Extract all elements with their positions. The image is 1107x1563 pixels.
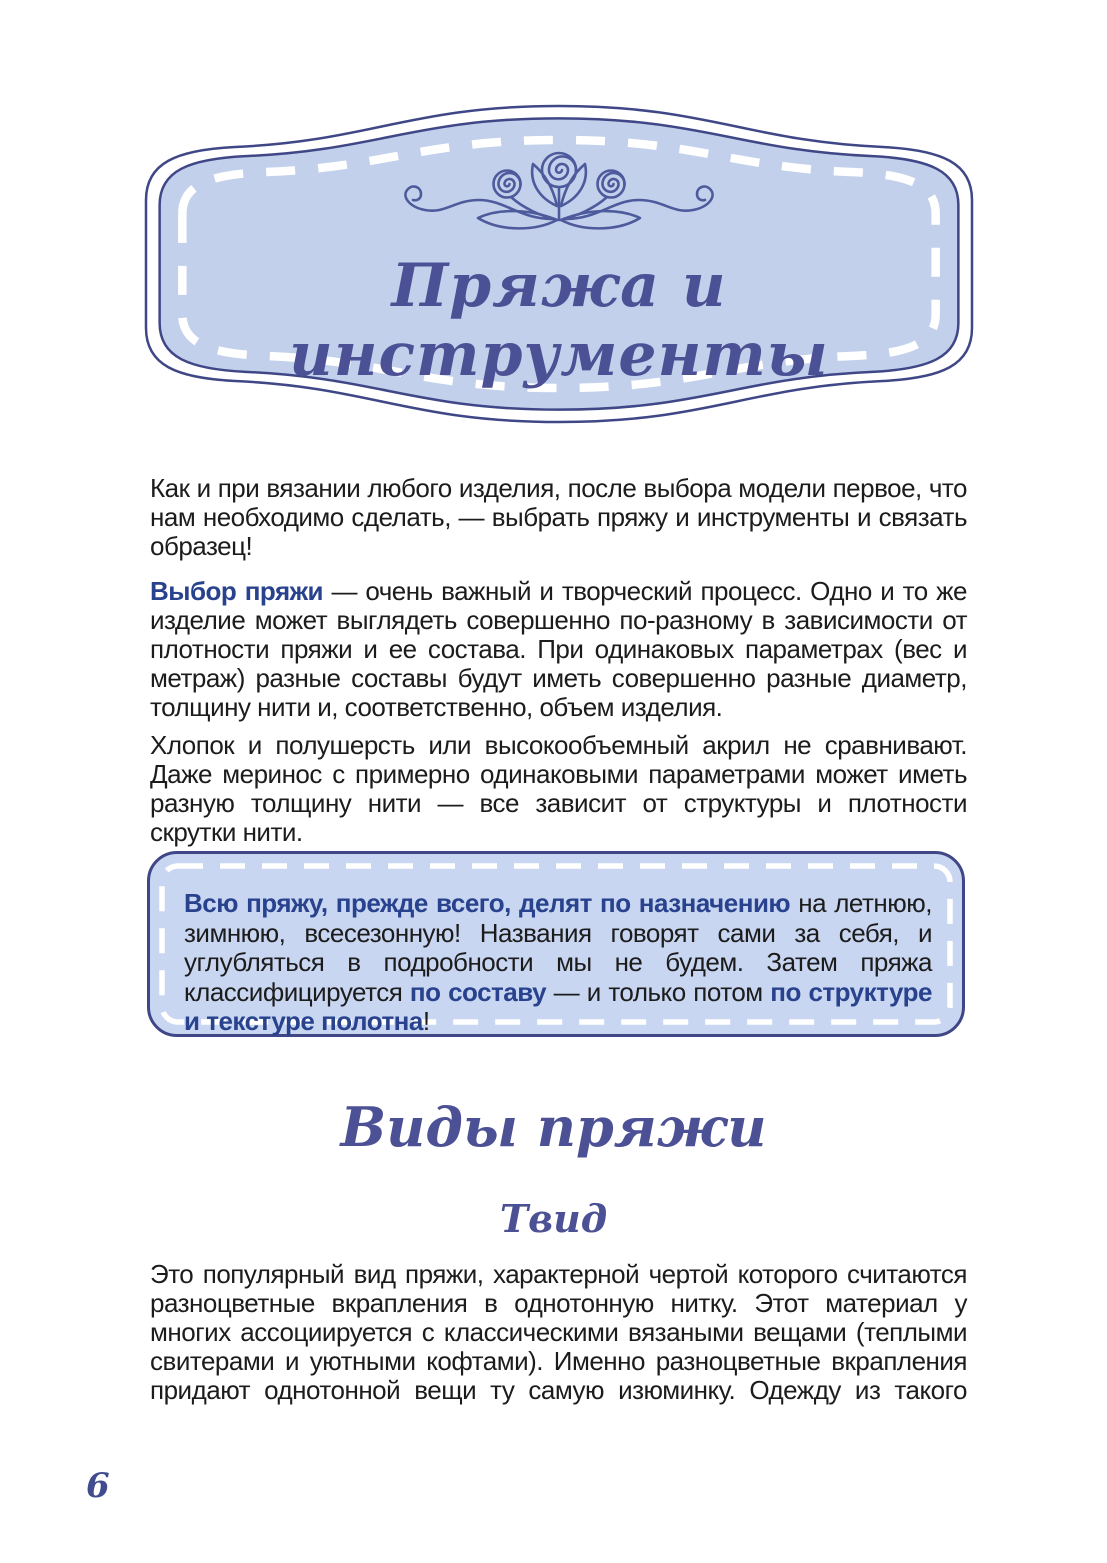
paragraph-yarn-choice [150,577,967,722]
paragraph-fiber-comparison: Хлопок и полушерсть или высокообъемный акрил не сравнивают. Даже меринос с примерно одинаковыми параметрами может иметь разную толщину нити — все зависит от структуры и плотности скрутки нити. [150,730,967,847]
section-heading-yarn-types: Виды пряжи [340,1095,767,1159]
paragraph-intro: Как и при вязании любого изделия, после выбора модели первое, что нам необходимо сделать, — выбрать пряжу и инструменты и связать образец! [150,473,967,561]
callout-text-run: — и только потом [546,976,771,1007]
callout-bold-structure: по структуре и текстуре полотна [184,976,932,1036]
callout-box [147,851,965,1037]
chapter-banner [141,102,977,426]
rose-flourish-ornament-icon [381,144,737,244]
callout-text-run: на летнюю, зимнюю, всесезонную! Названия говорят сами за себя, и углубляться в подробности мы не будем. Затем пряжа классифицируется [184,888,932,1007]
paragraph-tweed-description: Это популярный вид пряжи, характерной чертой которого считаются разноцветные вкрапления в однотонную нитку. Этот материал у многих ассоциируется с классическими вязаными вещами (теплыми свитерами и уютными кофтами). Именно разноцветные вкрапления придают однотонной вещи ту самую изюминку. Одежду из такого [150,1259,967,1405]
callout-text [184,889,932,1037]
page-number: 6 [86,1466,110,1506]
callout-bold-composition: по составу [409,976,547,1007]
paragraph-lead-bold: Выбор пряжи [150,576,324,606]
paragraph-text: — очень важный и творческий процесс. Одно и то же изделие может выглядеть совершенно по-разному в зависимости от плотности пряжи и ее состава. При одинаковых параметрах (вес и метраж) разные составы будут иметь совершенно разные диаметр, толщину нити и, соответственно, объем изделия. [150,576,967,722]
callout-bold-classification: Всю пряжу, прежде всего, делят по назначению [184,888,791,918]
chapter-title: Пряжа и инструменты [289,251,829,390]
callout-text-run: ! [422,1006,430,1036]
subsection-heading-tweed: Твид [499,1196,608,1241]
